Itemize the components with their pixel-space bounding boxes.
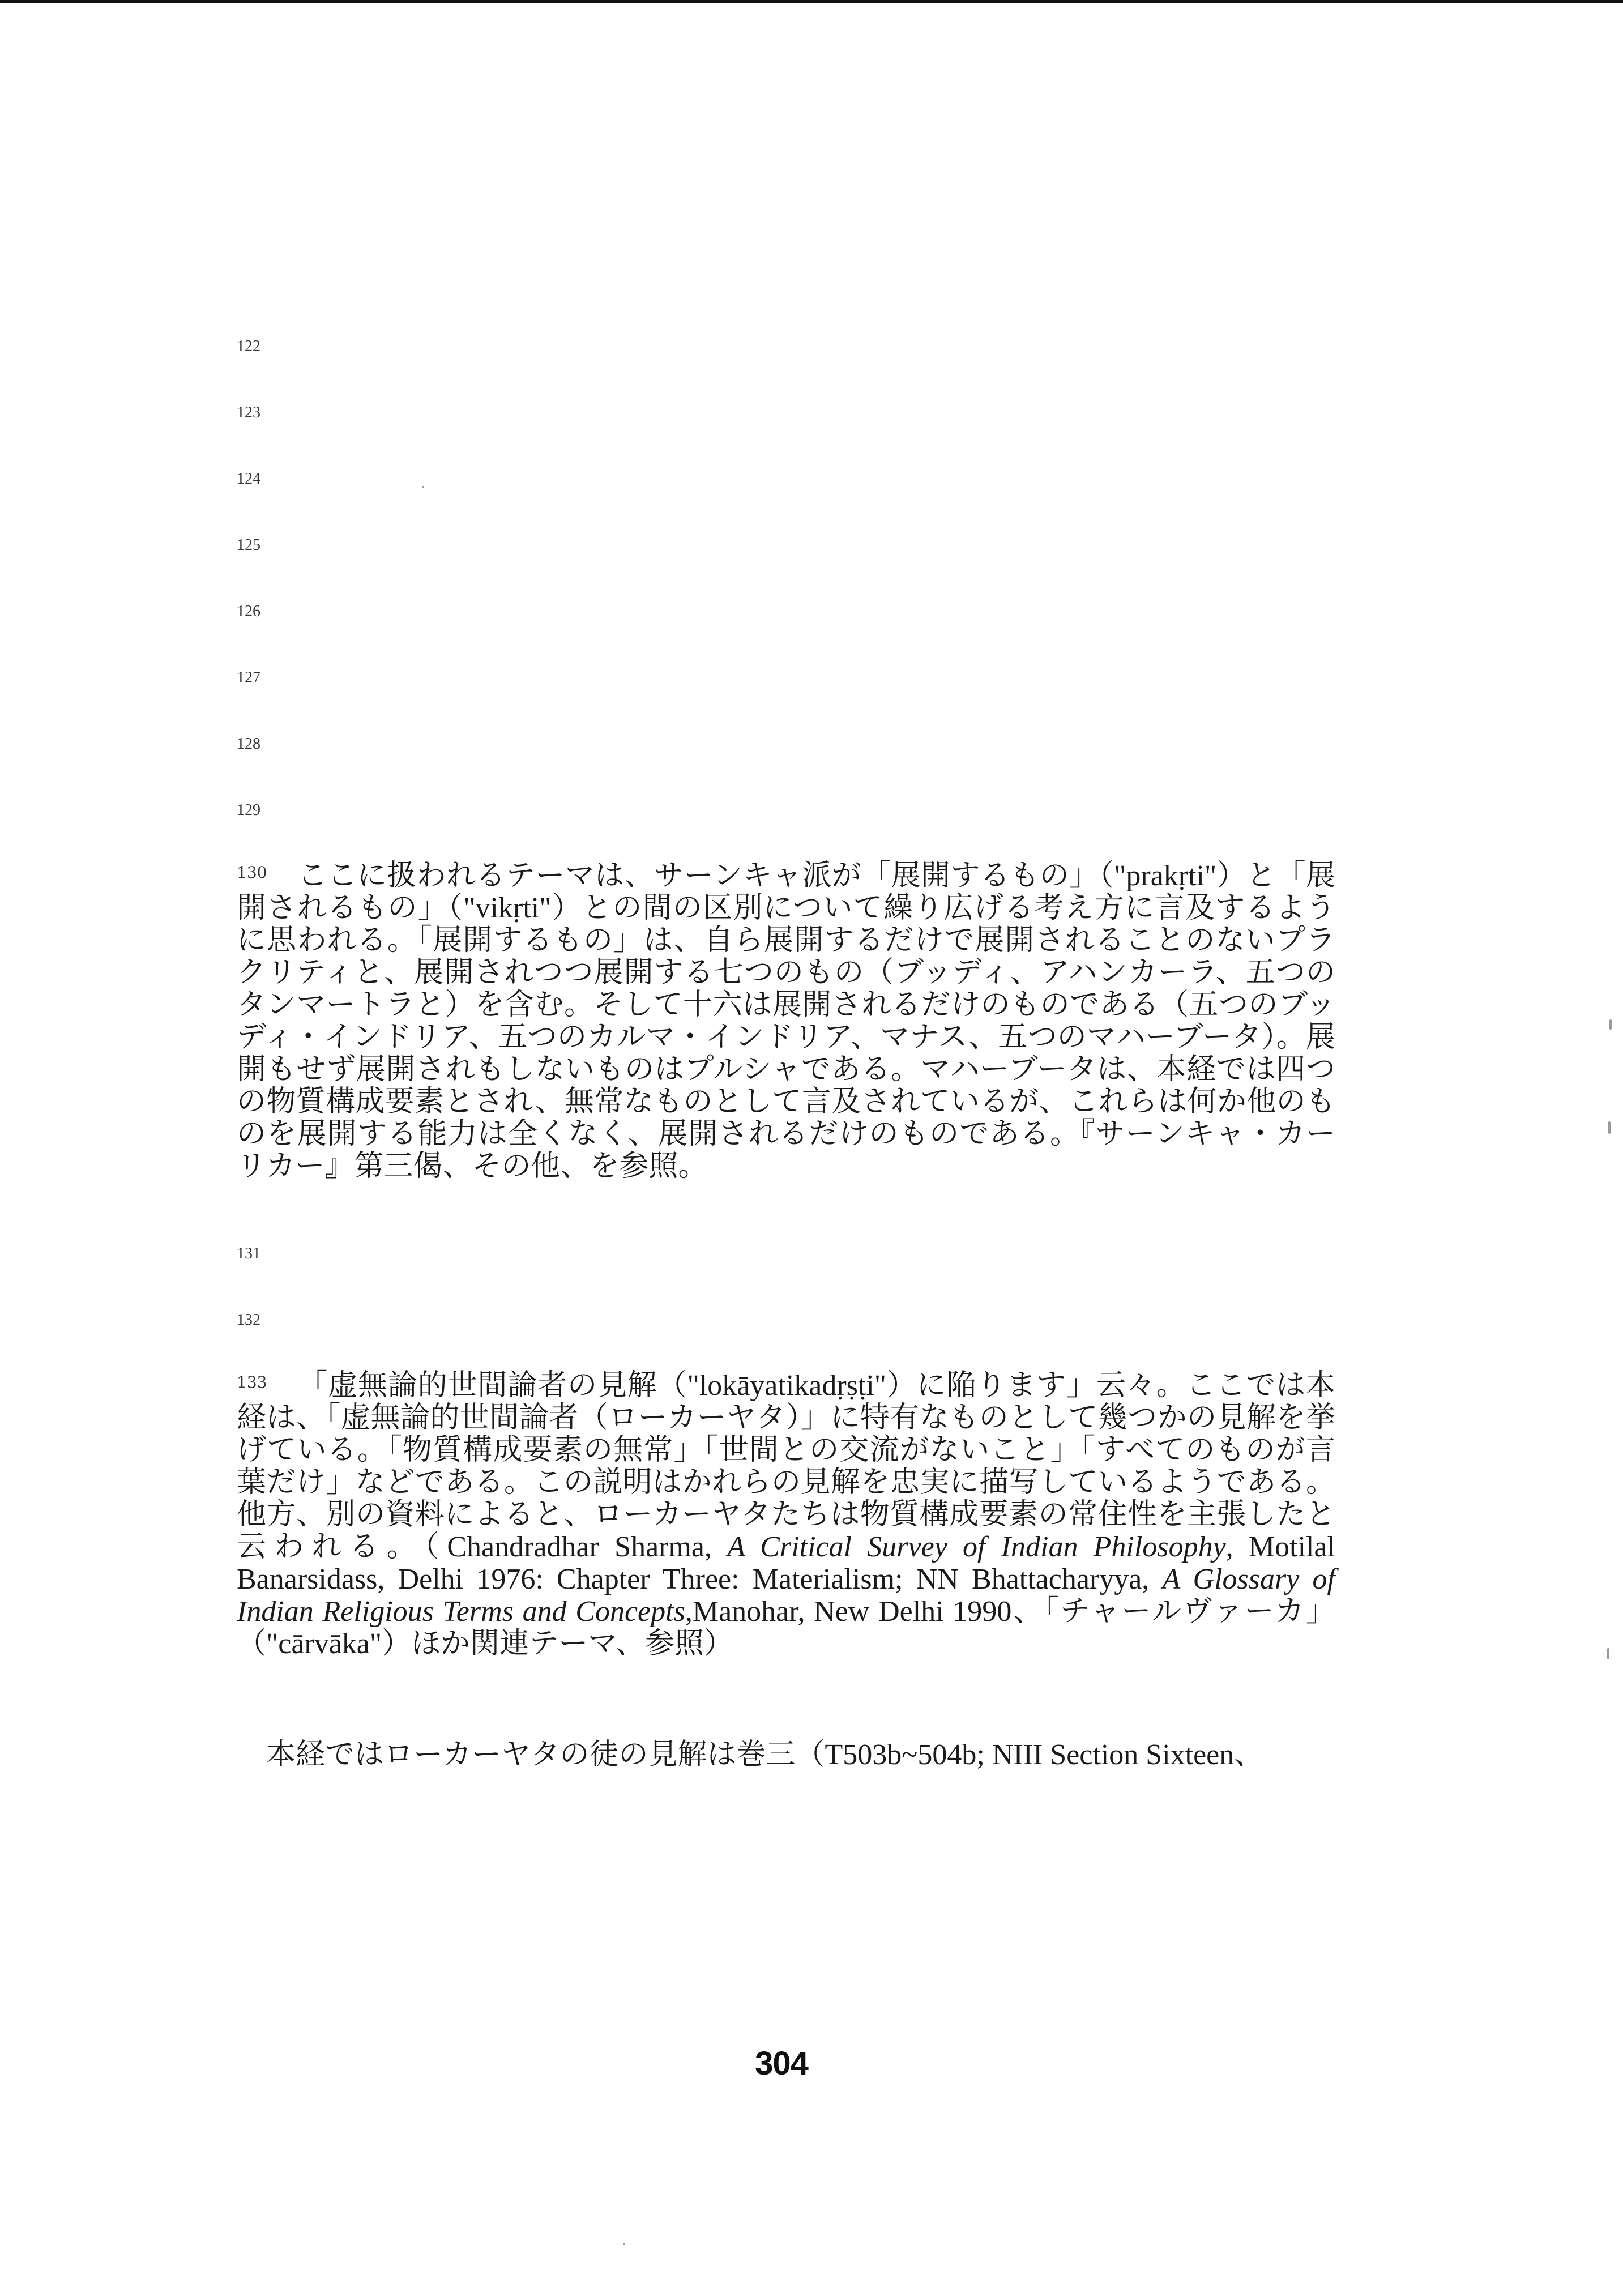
continuation-reference: T503b~504b; NIII Section Sixteen: [825, 1739, 1235, 1771]
footnote-133-ref1-rest: , Motilal Banarsidass, Delhi 1976: Chapter Three: Materialism; NN Bhattacharyya,: [237, 1531, 1335, 1595]
note-number-126: 126: [237, 603, 260, 620]
footnote-133-number: 133: [237, 1373, 267, 1392]
note-number-122: 122: [237, 338, 260, 355]
footnote-133-ref1-title: A Critical Survey of Indian Philosophy: [727, 1531, 1226, 1563]
footnote-130-text-2: ）と「展開されるもの」（: [237, 859, 1335, 925]
footnote-133-term-carvaka: "cārvāka": [266, 1628, 382, 1660]
footnote-133-text-4: ）ほか関連テーマ、参照）: [382, 1627, 733, 1661]
scan-speck: [1609, 1019, 1612, 1030]
footnote-133: [237, 1369, 1335, 1660]
footnote-130-text-3: ）との間の区別について繰り広げる考え方に言及するように思われる。「展開するもの」は、自ら展開するだけで展開されることのないプラクリティと、展開されつつ展開する七つのもの（ブッディ、アハンカーラ、五つのタンマートラと）を含む。そして十六は展開されるだけのものである（五つのブッディ・インドリア、五つのカルマ・インドリア、マナス、五つのマハーブータ）。展開もせず展開されもしないものはプルシャである。マハーブータは、本経では四つの物質構成要素とされ、無常なものとして言及されているが、これらは何か他のものを展開する能力は全くなく、展開されるだけのものである。『サーンキャ・カーリカー』第三偈、その他、を参照。: [237, 891, 1335, 1183]
footnote-133-text-1: 「虚無論的世間論者の見解（: [297, 1368, 687, 1402]
note-number-131: 131: [237, 1245, 260, 1262]
note-number-125: 125: [237, 536, 260, 554]
footnote-133-ref2-rest: ,Manohar, New Delhi 1990: [685, 1595, 1012, 1628]
scan-speck: [1608, 1121, 1611, 1134]
footnote-130-number: 130: [237, 863, 267, 882]
footnote-133-term-lokayatikadrsti: "lokāyatikadṛṣṭi": [687, 1369, 887, 1402]
scan-speck: [1607, 1648, 1609, 1659]
footnote-130-term-vikrti: "vikṛti": [463, 892, 552, 924]
note-number-132: 132: [237, 1311, 260, 1329]
note-number-128: 128: [237, 735, 260, 753]
footnote-130-term-prakrti: "prakṛti": [1114, 860, 1217, 892]
note-number-124: 124: [237, 470, 260, 488]
footnote-130: [237, 860, 1335, 1183]
footnote-130-text-1: ここに扱われるテーマは、サーンキャ派が「展開するもの」（: [297, 859, 1114, 893]
note-number-123: 123: [237, 404, 260, 421]
continuation-text-1: 本経ではローカーヤタの徒の見解は巻三（: [266, 1738, 825, 1772]
footnote-133-text-2: ）に陥ります」云々。ここでは本経は、「虚無論的世間論者（ローカーヤタ）」に特有なものとして幾つかの見解を挙げている。「物質構成要素の無常」「世間との交流がないこと」「すべてのものが言葉だけ」などである。この説明はかれらの見解を忠実に描写しているようである。他方、別の資料によると、ローカーヤタたちは物質構成要素の常住性を主張したと云われる。（: [237, 1368, 1335, 1564]
footnote-133-text-3: 、「チャールヴァーカ」（: [237, 1594, 1336, 1661]
note-number-127: 127: [237, 669, 260, 686]
scan-speck: [422, 486, 424, 488]
scan-speck: [623, 2243, 625, 2245]
note-number-129: 129: [237, 801, 260, 819]
top-border-rule: [0, 0, 1623, 3]
continuation-paragraph: [237, 1739, 1335, 1771]
page-number: 304: [755, 2045, 808, 2082]
footnote-133-ref2-title: A Glossary of Indian Religious Terms and Concepts: [237, 1563, 1335, 1628]
continuation-text-2: 、: [1234, 1738, 1264, 1772]
footnote-133-ref1-author: Chandradhar Sharma,: [447, 1531, 728, 1563]
